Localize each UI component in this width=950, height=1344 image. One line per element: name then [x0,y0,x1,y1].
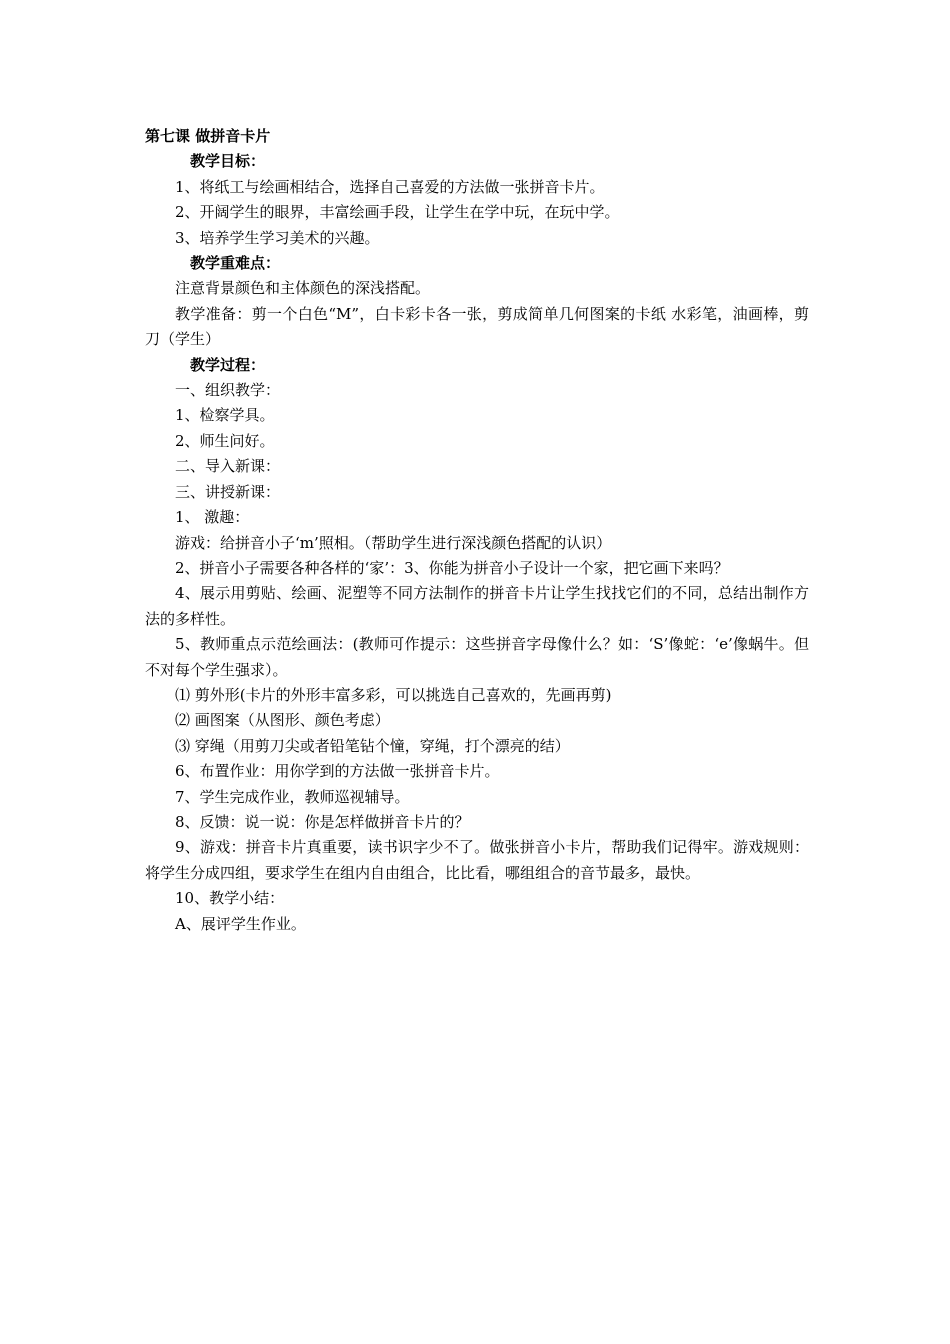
process-step: 1、 激趣： [175,508,250,527]
heading-teaching-process: 教学过程： [190,355,266,374]
goal-item: 3、培养学生学习美术的兴趣。 [175,228,380,247]
process-step: A、展评学生作业。 [175,914,306,933]
heading-teaching-goals: 教学目标： [190,152,266,171]
key-points-text: 注意背景颜色和主体颜色的深浅搭配。 [175,279,431,298]
game-photo-text: 游戏：给拼音小子‘m’照相。（帮助学生进行深浅颜色搭配的认识） [175,533,612,552]
process-step: 1、检察学具。 [175,406,275,425]
process-step: 一、组织教学： [175,381,281,400]
sub-step: ⑶ 穿绳（用剪刀尖或者铅笔钻个憧，穿绳，打个漂亮的结） [175,736,570,755]
process-step: 2、拼音小子需要各种各样的‘家’：3、你能为拼音小子设计一个家，把它画下来吗？ [175,558,729,577]
lesson-title: 第七课 做拼音卡片 [145,127,271,145]
process-step: 10、教学小结： [175,889,285,908]
teaching-preparation: 教学准备：剪一个白色“M”，白卡彩卡各一张，剪成简单几何图案的卡纸 水彩笔，油画棒，剪刀（学生） [145,304,809,349]
process-step: 8、反馈：说一说：你是怎样做拼音卡片的？ [175,812,470,831]
goal-item: 2、开阔学生的眼界，丰富绘画手段，让学生在学中玩，在玩中学。 [175,203,620,222]
sub-step: ⑴ 剪外形(卡片的外形丰富多彩，可以挑选自己喜欢的，先画再剪) [175,685,612,704]
process-step: 9、游戏：拼音卡片真重要，读书识字少不了。做张拼音小卡片，帮助我们记得牢。游戏规则：将学生分成四组，要求学生在组内自由组合，比比看，哪组组合的音节最多，最快。 [145,838,809,882]
process-step: 5、教师重点示范绘画法：(教师可作提示：这些拼音字母像什么？如：‘S’像蛇：‘e’像蜗牛。但不对每个学生强求）。 [145,635,809,679]
process-step: 4、展示用剪贴、绘画、泥塑等不同方法制作的拼音卡片让学生找找它们的不同，总结出制作方法的多样性。 [145,584,809,628]
process-step: 6、布置作业：用你学到的方法做一张拼音卡片。 [175,762,500,781]
process-step: 2、师生问好。 [175,431,275,450]
process-step: 二、导入新课： [175,457,281,476]
process-step: 三、讲授新课： [175,482,281,501]
goal-item: 1、将纸工与绘画相结合，选择自己喜爱的方法做一张拼音卡片。 [175,177,605,196]
sub-step: ⑵ 画图案（从图形、颜色考虑） [175,711,390,730]
heading-key-points: 教学重难点： [190,254,281,273]
document-body [145,124,809,937]
process-step: 7、学生完成作业，教师巡视辅导。 [175,787,410,806]
